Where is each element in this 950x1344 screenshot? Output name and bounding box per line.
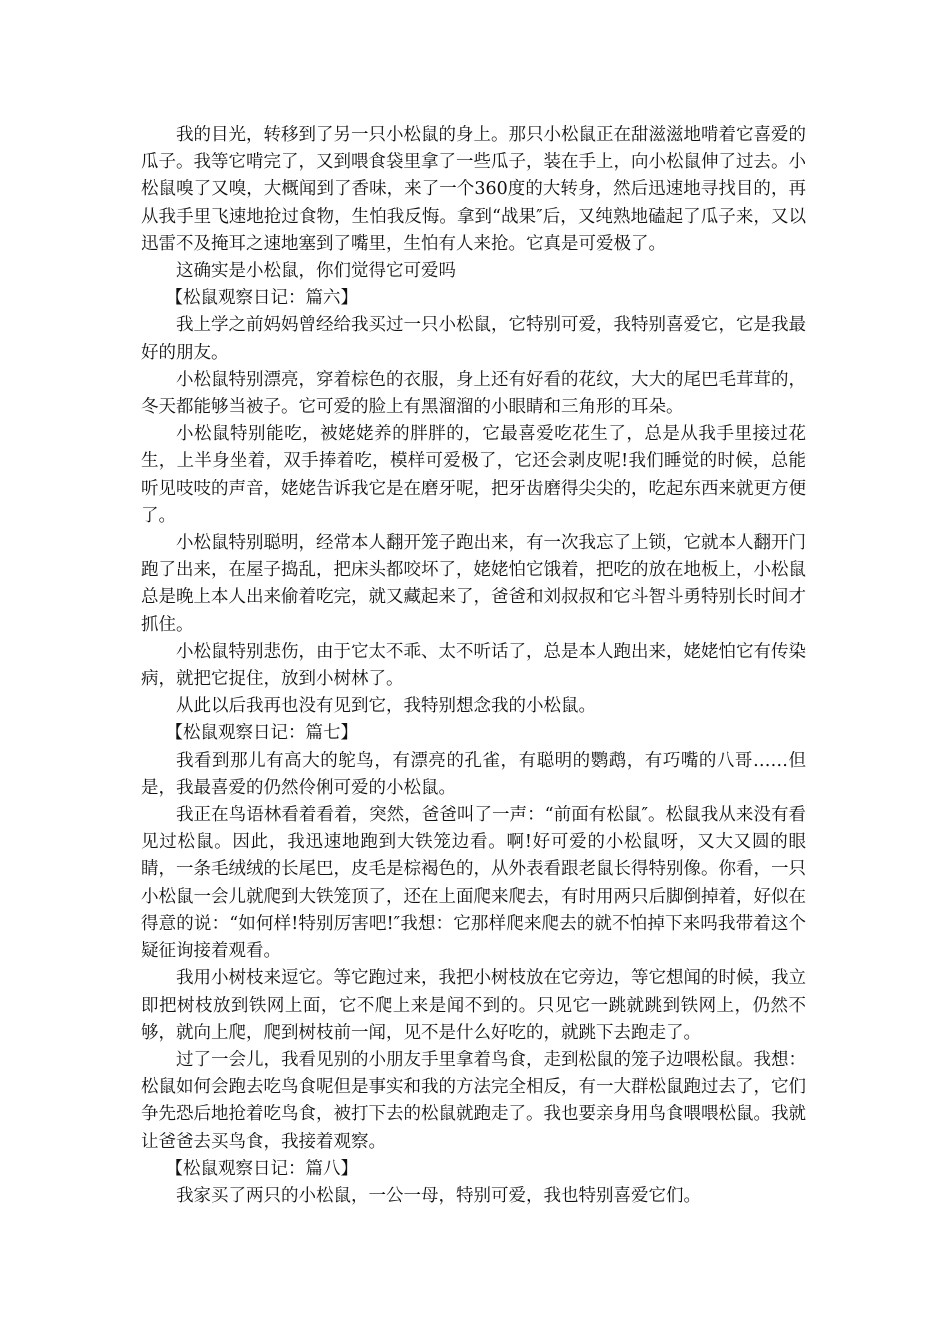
document-page	[141, 122, 806, 1210]
section-heading: 【松鼠观察日记：篇六】	[165, 288, 358, 309]
paragraph: 我上学之前妈妈曾经给我买过一只小松鼠，它特别可爱，我特别喜爱它，它是我最好的朋友。	[141, 315, 806, 363]
paragraph: 小松鼠特别能吃，被姥姥养的胖胖的，它最喜爱吃花生了，总是从我手里接过花生，上半身坐着，双手捧着吃，模样可爱极了，它还会剥皮呢!我们睡觉的时候，总能听见吱吱的声音，姥姥告诉我它是在磨牙呢，把牙齿磨得尖尖的，吃起东西来就更方便了。	[141, 424, 806, 526]
paragraph: 我家买了两只的小松鼠，一公一母，特别可爱，我也特别喜爱它们。	[176, 1185, 701, 1206]
paragraph: 从此以后我再也没有见到它，我特别想念我的小松鼠。	[176, 696, 596, 717]
paragraph: 小松鼠特别漂亮，穿着棕色的衣服，身上还有好看的花纹，大大的尾巴毛茸茸的，冬天都能够当被子。它可爱的脸上有黑溜溜的小眼睛和三角形的耳朵。	[141, 369, 806, 418]
paragraph: 过了一会儿，我看见别的小朋友手里拿着鸟食，走到松鼠的笼子边喂松鼠。我想：松鼠如何会跑去吃鸟食呢但是事实和我的方法完全相反，有一大群松鼠跑过去了，它们争先恐后地抢着吃鸟食，被打下去的松鼠就跑走了。我也要亲身用鸟食喂喂松鼠。我就让爸爸去买鸟食，我接着观察。	[141, 1049, 806, 1152]
paragraph: 我的目光，转移到了另一只小松鼠的身上。那只小松鼠正在甜滋滋地啃着它喜爱的瓜子。我等它啃完了，又到喂食袋里拿了一些瓜子，装在手上，向小松鼠伸了过去。小松鼠嗅了又嗅，大概闻到了香味，来了一个360度的大转身，然后迅速地寻找目的，再从我手里飞速地抢过食物，生怕我反悔。拿到“战果″后，又纯熟地磕起了瓜子来，又以迅雷不及掩耳之速地塞到了嘴里，生怕有人来抢。它真是可爱极了。	[141, 125, 806, 254]
paragraph: 小松鼠特别悲伤，由于它太不乖、太不听话了，总是本人跑出来，姥姥怕它有传染病，就把它捉住，放到小树林了。	[141, 641, 806, 690]
paragraph: 我用小树枝来逗它。等它跑过来，我把小树枝放在它旁边，等它想闻的时候，我立即把树枝放到铁网上面，它不爬上来是闻不到的。只见它一跳就跳到铁网上，仍然不够，就向上爬，爬到树枝前一闻，见不是什么好吃的，就跳下去跑走了。	[141, 968, 806, 1043]
paragraph: 我正在鸟语林看着看着，突然，爸爸叫了一声：“前面有松鼠″。松鼠我从来没有看见过松鼠。因此，我迅速地跑到大铁笼边看。啊!好可爱的小松鼠呀，又大又圆的眼睛，一条毛绒绒的长尾巴，皮毛是棕褐色的，从外表看跟老鼠长得特别像。你看，一只小松鼠一会儿就爬到大铁笼顶了，还在上面爬来爬去，有时用两只后脚倒掉着，好似在得意的说：“如何样!特别厉害吧!″我想：它那样爬来爬去的就不怕掉下来吗我带着这个疑征询接着观看。	[141, 805, 806, 962]
section-heading: 【松鼠观察日记：篇七】	[165, 723, 358, 744]
paragraph: 我看到那儿有高大的鸵鸟，有漂亮的孔雀，有聪明的鹦鹉，有巧嘴的八哥……但是，我最喜爱的仍然伶俐可爱的小松鼠。	[141, 750, 806, 798]
section-heading: 【松鼠观察日记：篇八】	[165, 1158, 358, 1179]
paragraph: 这确实是小松鼠，你们觉得它可爱吗	[176, 261, 456, 282]
paragraph: 小松鼠特别聪明，经常本人翻开笼子跑出来，有一次我忘了上锁，它就本人翻开门跑了出来，在屋子捣乱，把床头都咬坏了，姥姥怕它饿着，把吃的放在地板上，小松鼠总是晚上本人出来偷着吃完，就又藏起来了，爸爸和刘叔叔和它斗智斗勇特别长时间才抓住。	[141, 533, 806, 635]
